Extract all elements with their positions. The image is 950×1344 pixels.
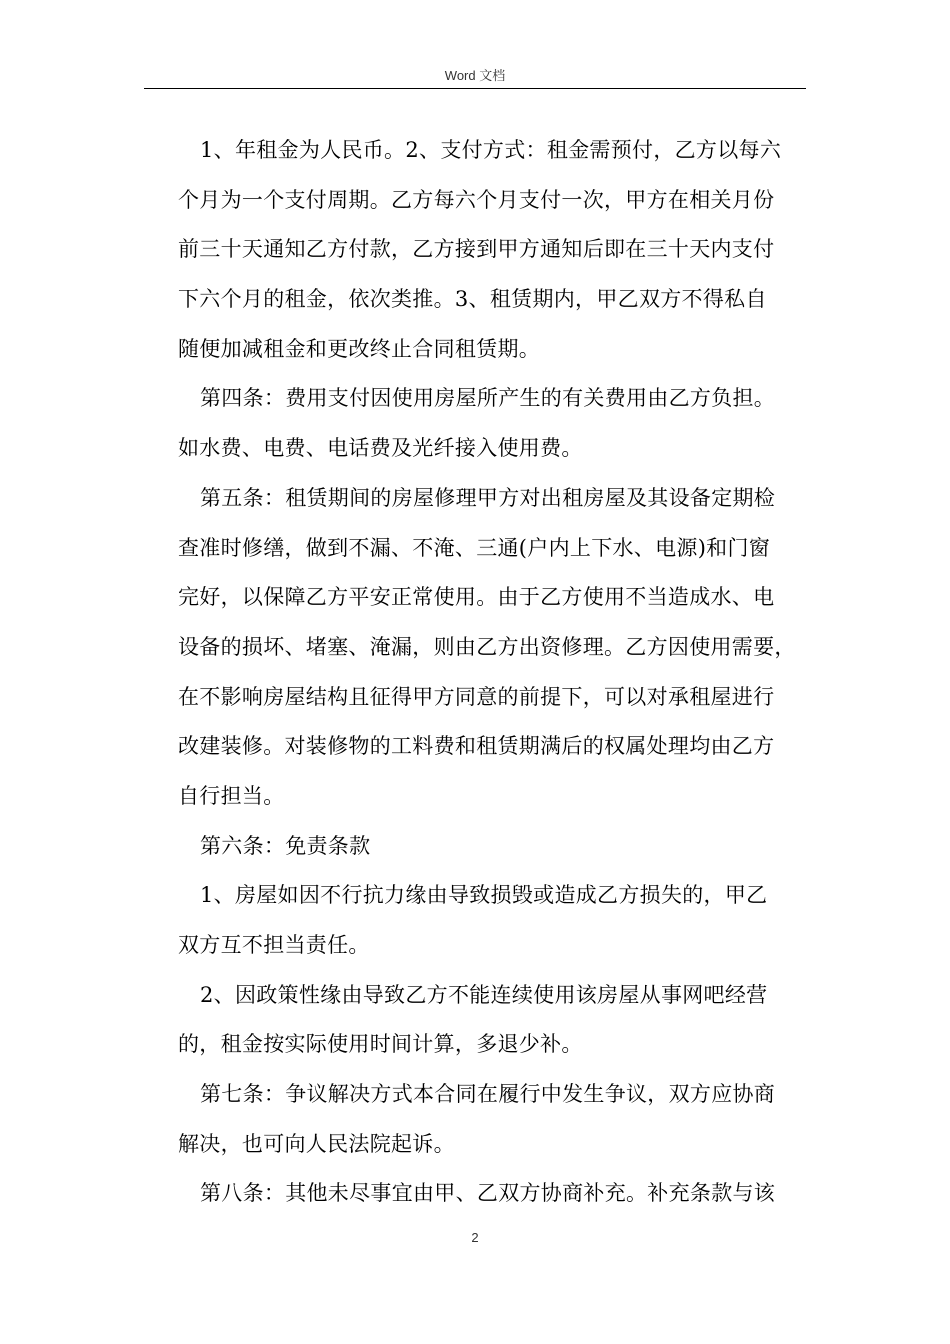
text-line: 第五条：租赁期间的房屋修理甲方对出租房屋及其设备定期检	[200, 485, 776, 510]
text-line: 第六条：免责条款	[200, 833, 371, 858]
text-line: 随便加减租金和更改终止合同租赁期。	[178, 336, 541, 361]
text-line: 自行担当。	[178, 783, 285, 808]
text-line: 改建装修。对装修物的工料费和租赁期满后的权属处理均由乙方	[178, 734, 775, 759]
text-line: 个月为一个支付周期。乙方每六个月支付一次，甲方在相关月份	[178, 187, 775, 212]
header-divider	[144, 88, 806, 89]
text-line: 第七条：争议解决方式本合同在履行中发生争议，双方应协商	[200, 1082, 776, 1107]
text-line: 查准时修缮，做到不漏、不淹、三通(户内上下水、电源)和门窗	[178, 535, 771, 560]
text-line: 完好，以保障乙方平安正常使用。由于乙方使用不当造成水、电	[178, 585, 775, 610]
text-line: 下六个月的租金，依次类推。3、租赁期内，甲乙双方不得私自	[178, 287, 767, 312]
page-header: Word 文档	[444, 68, 506, 83]
page-number: 2	[471, 1230, 479, 1245]
text-line: 前三十天通知乙方付款，乙方接到甲方通知后即在三十天内支付	[178, 237, 775, 262]
document-body	[178, 126, 812, 1219]
text-line: 1、房屋如因不行抗力缘由导致损毁或造成乙方损失的，甲乙	[200, 883, 768, 908]
text-line: 第八条：其他未尽事宜由甲、乙双方协商补充。补充条款与该	[200, 1181, 776, 1206]
text-line: 第四条：费用支付因使用房屋所产生的有关费用由乙方负担。	[200, 386, 776, 411]
text-line: 解决，也可向人民法院起诉。	[178, 1131, 455, 1156]
text-line: 的，租金按实际使用时间计算，多退少补。	[178, 1032, 583, 1057]
text-line: 1、年租金为人民币。2、支付方式：租金需预付，乙方以每六	[200, 138, 782, 162]
text-line: 双方互不担当责任。	[178, 933, 370, 957]
text-line: 设备的损坏、堵塞、淹漏，则由乙方出资修理。乙方因使用需要，	[178, 634, 796, 659]
text-line: 在不影响房屋结构且征得甲方同意的前提下，可以对承租屋进行	[178, 684, 775, 709]
text-line: 如水费、电费、电话费及光纤接入使用费。	[178, 436, 583, 461]
text-line: 2、因政策性缘由导致乙方不能连续使用该房屋从事网吧经营	[200, 982, 768, 1007]
